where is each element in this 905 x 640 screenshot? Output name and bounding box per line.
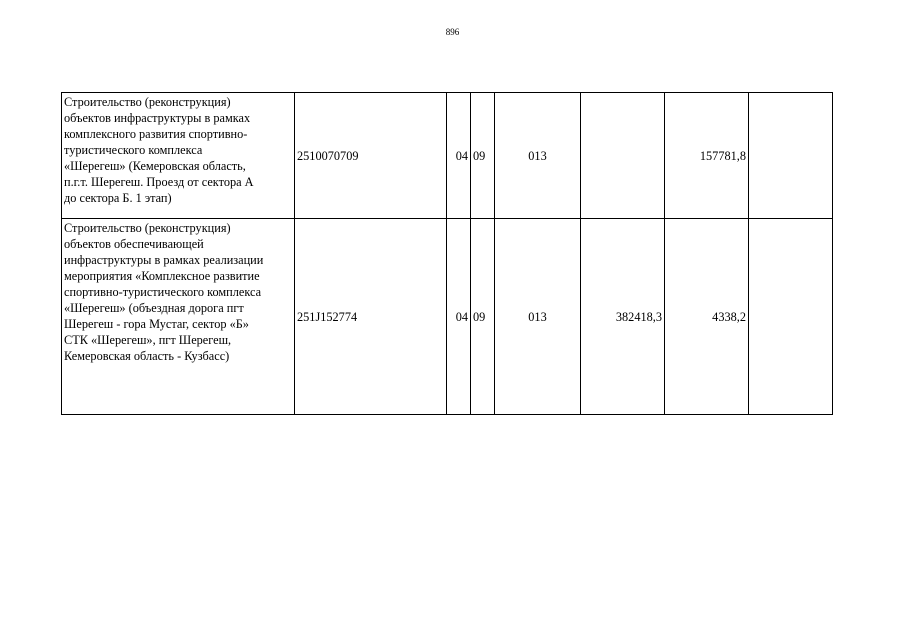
subsection-cell: 09 bbox=[471, 219, 495, 415]
object-name-line: инфраструктуры в рамках реализации bbox=[64, 253, 264, 267]
budget-table bbox=[61, 92, 833, 415]
object-name-line: СТК «Шерегеш», пгт Шерегеш, bbox=[64, 333, 232, 347]
expense-type-cell: 013 bbox=[495, 93, 581, 219]
amount-2-cell: 4338,2 bbox=[665, 219, 749, 415]
object-name-line: «Шерегеш» (объездная дорога пгт bbox=[64, 301, 244, 315]
amount-1-cell: 382418,3 bbox=[581, 219, 665, 415]
page-number: 896 bbox=[445, 27, 460, 37]
object-name-line: мероприятия «Комплексное развитие bbox=[64, 269, 260, 283]
object-name-line: комплексного развития спортивно- bbox=[64, 127, 248, 141]
section-cell: 04 bbox=[447, 93, 471, 219]
object-name-line: спортивно-туристического комплекса bbox=[64, 285, 262, 299]
object-name-line: объектов обеспечивающей bbox=[64, 237, 204, 251]
section-cell: 04 bbox=[447, 219, 471, 415]
object-name-line: п.г.т. Шерегеш. Проезд от сектора А bbox=[64, 175, 254, 189]
object-name-line: Строительство (реконструкция) bbox=[64, 95, 231, 109]
table-row bbox=[62, 219, 833, 415]
subsection-cell: 09 bbox=[471, 93, 495, 219]
table-row bbox=[62, 93, 833, 219]
expense-type-cell: 013 bbox=[495, 219, 581, 415]
amount-2-cell: 157781,8 bbox=[665, 93, 749, 219]
amount-3-cell bbox=[749, 219, 833, 415]
object-name-line: до сектора Б. 1 этап) bbox=[64, 191, 172, 205]
object-name-line: «Шерегеш» (Кемеровская область, bbox=[64, 159, 246, 173]
object-name-line: Кемеровская область - Кузбасс) bbox=[64, 349, 230, 363]
target-code-cell: 251J152774 bbox=[295, 219, 447, 415]
object-name-line: объектов инфраструктуры в рамках bbox=[64, 111, 251, 125]
object-name-line: туристического комплекса bbox=[64, 143, 203, 157]
object-name-cell bbox=[62, 93, 295, 219]
object-name-line: Шерегеш - гора Мустаг, сектор «Б» bbox=[64, 317, 249, 331]
object-name-line: Строительство (реконструкция) bbox=[64, 221, 231, 235]
amount-3-cell bbox=[749, 93, 833, 219]
amount-1-cell bbox=[581, 93, 665, 219]
object-name-cell bbox=[62, 219, 295, 415]
target-code-cell: 2510070709 bbox=[295, 93, 447, 219]
